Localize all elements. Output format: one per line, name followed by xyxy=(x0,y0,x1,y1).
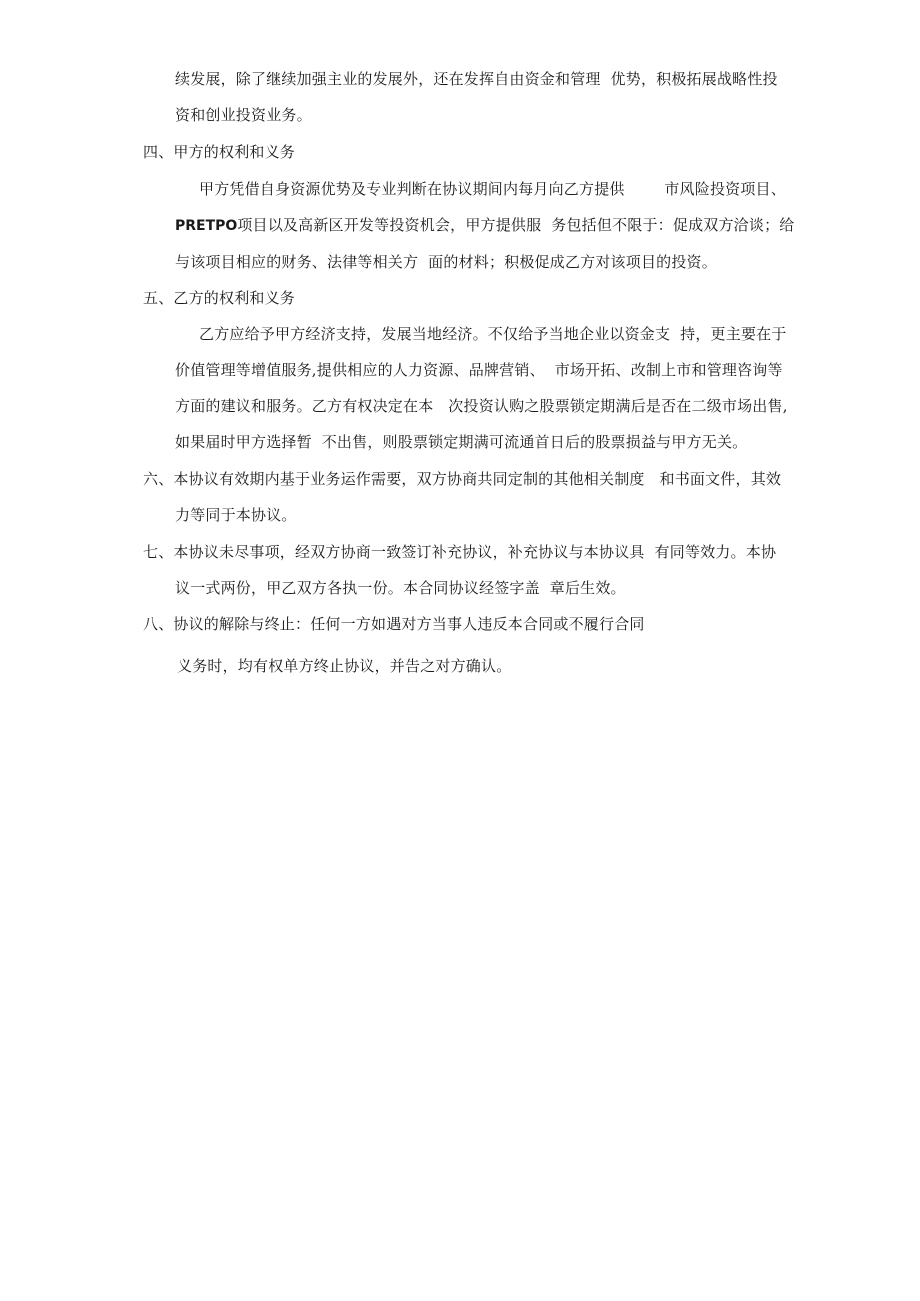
paragraph-line-17: 义务时，均有权单方终止协议，并告之对方确认。 xyxy=(177,657,512,675)
paragraph-line-10: 方面的建议和服务。乙方有权决定在本 次投资认购之股票锁定期满后是否在二级市场出售, xyxy=(175,397,788,415)
paragraph-line-5 xyxy=(175,215,794,236)
paragraph-line-2: 资和创业投资业务。 xyxy=(175,106,312,124)
section-heading-7: 七、本协议未尽事项，经双方协商一致签订补充协议，补充协议与本协议具 有同等效力。本协 xyxy=(143,543,777,561)
paragraph-line-4: 甲方凭借自身资源优势及专业判断在协议期间内每月向乙方提供 市风险投资项目、 xyxy=(199,180,786,198)
paragraph-line-13: 力等同于本协议。 xyxy=(175,506,297,524)
paragraph-line-5-text: 项目以及高新区开发等投资机会，甲方提供服 务包括但不限于：促成双方洽谈；给 xyxy=(237,216,795,234)
section-heading-4: 四、甲方的权利和义务 xyxy=(143,143,296,161)
paragraph-line-8: 乙方应给予甲方经济支持，发展当地经济。不仅给予当地企业以资金支 持，更主要在于 xyxy=(199,325,787,343)
paragraph-line-1: 续发展，除了继续加强主业的发展外，还在发挥自由资金和管理 优势，积极拓展战略性投 xyxy=(175,70,778,88)
pretpo-term: PRETPO xyxy=(175,218,238,234)
paragraph-line-15: 议一式两份，甲乙双方各执一份。本合同协议经签字盖 章后生效。 xyxy=(175,579,626,597)
section-heading-6: 六、本协议有效期内基于业务运作需要，双方协商共同定制的其他相关制度 和书面文件，其效 xyxy=(143,470,782,488)
section-heading-8: 八、协议的解除与终止：任何一方如遇对方当事人违反本合同或不履行合同 xyxy=(143,615,645,633)
paragraph-line-11: 如果届时甲方选择暂 不出售，则股票锁定期满可流通首日后的股票损益与甲方无关。 xyxy=(175,433,748,451)
paragraph-line-9: 价值管理等增值服务,提供相应的人力资源、品牌营销、 市场开拓、改制上市和管理咨询等 xyxy=(175,361,783,379)
section-heading-5: 五、乙方的权利和义务 xyxy=(143,289,296,307)
paragraph-line-6: 与该项目相应的财务、法律等相关方 面的材料；积极促成乙方对该项目的投资。 xyxy=(175,253,717,271)
